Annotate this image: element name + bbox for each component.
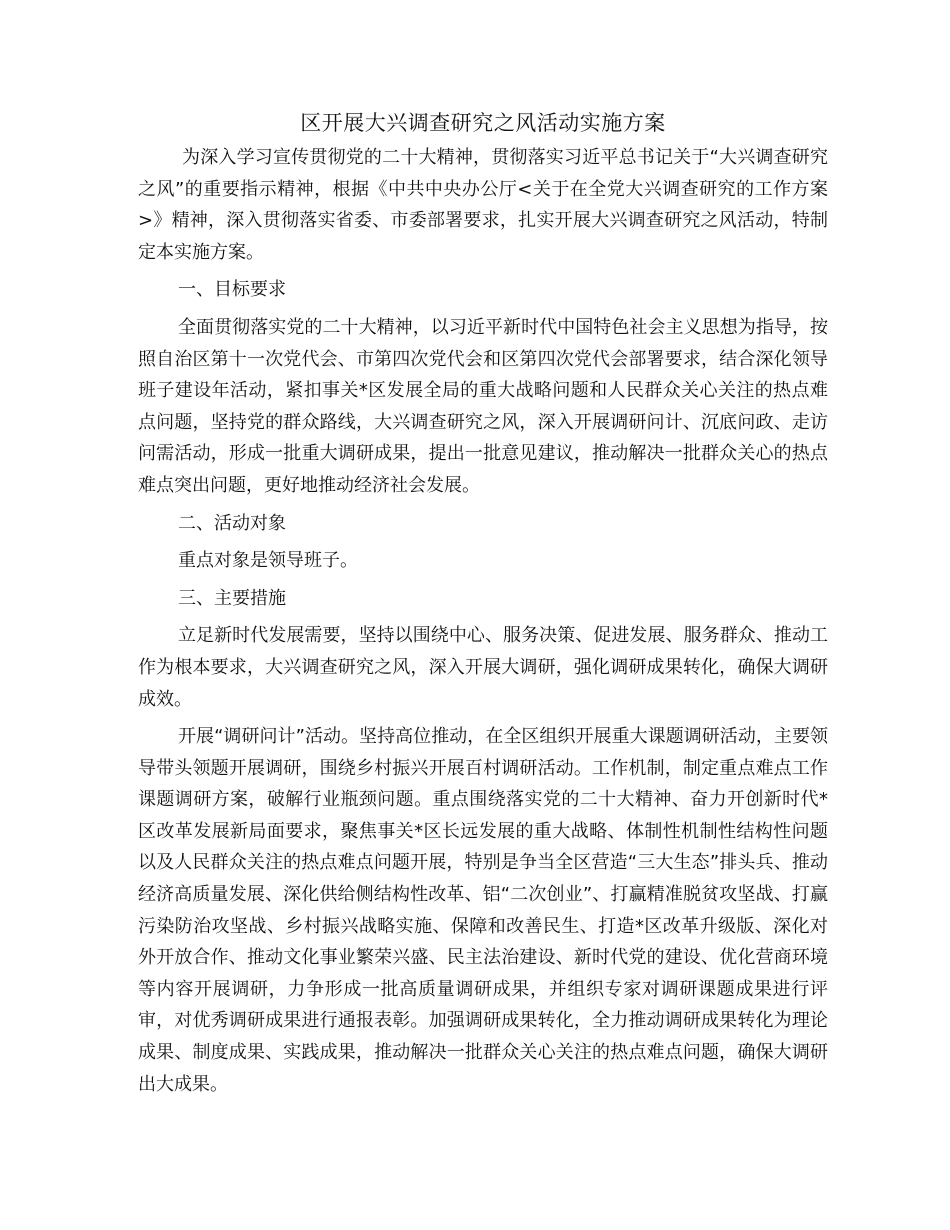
document-page (138, 108, 828, 1100)
section-heading-measures: 三、主要措施 (178, 587, 286, 609)
section-body-goals: 全面贯彻落实党的二十大精神，以习近平新时代中国特色社会主义思想为指导，按照自治区第十一次党代会、市第四次党代会和区第四次党代会部署要求，结合深化领导班子建设年活动，紧扣事关*区发展全局的重大战略问题和人民群众关心关注的热点难点问题，坚持党的群众路线，大兴调查研究之风，深入开展调研问计、沉底问政、走访问需活动，形成一批重大调研成果，提出一批意见建议，推动解决一批群众关心的热点难点突出问题，更好地推动经济社会发展。 (138, 316, 828, 496)
intro-paragraph: 为深入学习宣传贯彻党的二十大精神，贯彻落实习近平总书记关于“大兴调查研究之风”的重要指示精神，根据《中共中央办公厅<关于在全党大兴调查研究的工作方案>》精神，深入贯彻落实省委、市委部署要求，扎实开展大兴调查研究之风活动，特制定本实施方案。 (138, 147, 828, 263)
section-body-measures: 立足新时代发展需要，坚持以围绕中心、服务决策、促进发展、服务群众、推动工作为根本要求，大兴调查研究之风，深入开展大调研，强化调研成果转化，确保大调研成效。 (138, 625, 828, 710)
section-heading-goals: 一、目标要求 (178, 279, 286, 301)
section-body-targets: 重点对象是领导班子。 (178, 550, 358, 572)
section-heading-targets: 二、活动对象 (178, 512, 286, 534)
document-title: 区开展大兴调查研究之风活动实施方案 (300, 111, 666, 135)
section-detail-measures: 开展“调研问计”活动。坚持高位推动，在全区组织开展重大课题调研活动，主要领导带头领题开展调研，围绕乡村振兴开展百村调研活动。工作机制，制定重点难点工作课题调研方案，破解行业瓶颈问题。重点围绕落实党的二十大精神、奋力开创新时代*区改革发展新局面要求，聚焦事关*区长远发展的重大战略、体制性机制性结构性问题以及人民群众关注的热点难点问题开展，特别是争当全区营造“三大生态”排头兵、推动经济高质量发展、深化供给侧结构性改革、铝“二次创业”、打赢精准脱贫攻坚战、打赢污染防治攻坚战、乡村振兴战略实施、保障和改善民生、打造*区改革升级版、深化对外开放合作、推动文化事业繁荣兴盛、民主法治建设、新时代党的建设、优化营商环境等内容开展调研，力争形成一批高质量调研成果，并组织专家对调研课题成果进行评审，对优秀调研成果进行通报表彰。加强调研成果转化，全力推动调研成果转化为理论成果、制度成果、实践成果，推动解决一批群众关心关注的热点难点问题，确保大调研出大成果。 (138, 726, 828, 1095)
